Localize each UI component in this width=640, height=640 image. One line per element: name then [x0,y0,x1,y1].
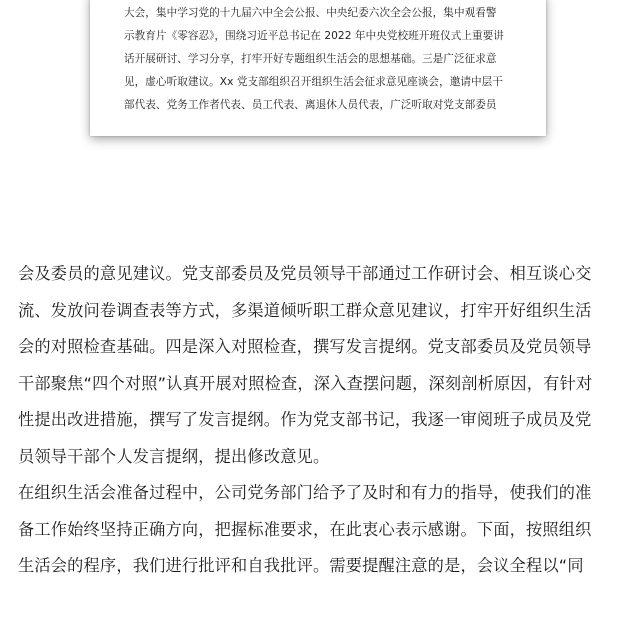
snapshot-paragraph [124,2,520,117]
body-line: 会的对照检查基础。四是深入对照检查，撰写发言提纲。党支部委员及党员领导 [18,337,592,356]
body-line: 备工作始终坚持正确方向，把握标准要求，在此衷心表示感谢。下面，按照组织 [18,519,592,539]
body-line: 性提出改进措施，撰写了发言提纲。作为党支部书记，我逐一审阅班子成员及党 [18,410,592,429]
body-text [18,256,626,585]
body-line: 在组织生活会准备过程中，公司党务部门给予了及时和有力的指导，使我们的准 [18,483,592,502]
body-line: 生活会的程序，我们进行批评和自我批评。需要提醒注意的是，会议全程以“同 [18,556,584,575]
snapshot-line: 部代表、党务工作者代表、员工代表、离退休人员代表，广泛听取对党支部委员 [124,99,497,111]
body-line: 流、发放问卷调查表等方式，多渠道倾听职工群众意见建议，打牢开好组织生活 [18,300,592,320]
snapshot-line: 见，虚心听取建议。Xx 党支部组织召开组织生活会征求意见座谈会，邀请中层干 [124,76,503,88]
snapshot-line: 示教育片《零容忍》，围绕习近平总书记在 2022 年中央党校班开班仪式上重要讲 [124,30,504,42]
body-line: 会及委员的意见建议。党支部委员及党员领导干部通过工作研讨会、相互谈心交 [18,264,592,283]
snapshot-line: 大会，集中学习党的十九届六中全会公报、中央纪委六次全会公报，集中观看警 [124,7,497,19]
body-line: 员领导干部个人发言提纲，提出修改意见。 [18,446,330,466]
body-line: 干部聚焦“四个对照”认真开展对照检查，深入查摆问题，深刻剖析原因，有针对 [18,373,593,393]
snapshot-line: 话开展研讨、学习分享，打牢开好专题组织生活会的思想基础。三是广泛征求意 [124,53,497,65]
embedded-document-snapshot [90,0,546,136]
